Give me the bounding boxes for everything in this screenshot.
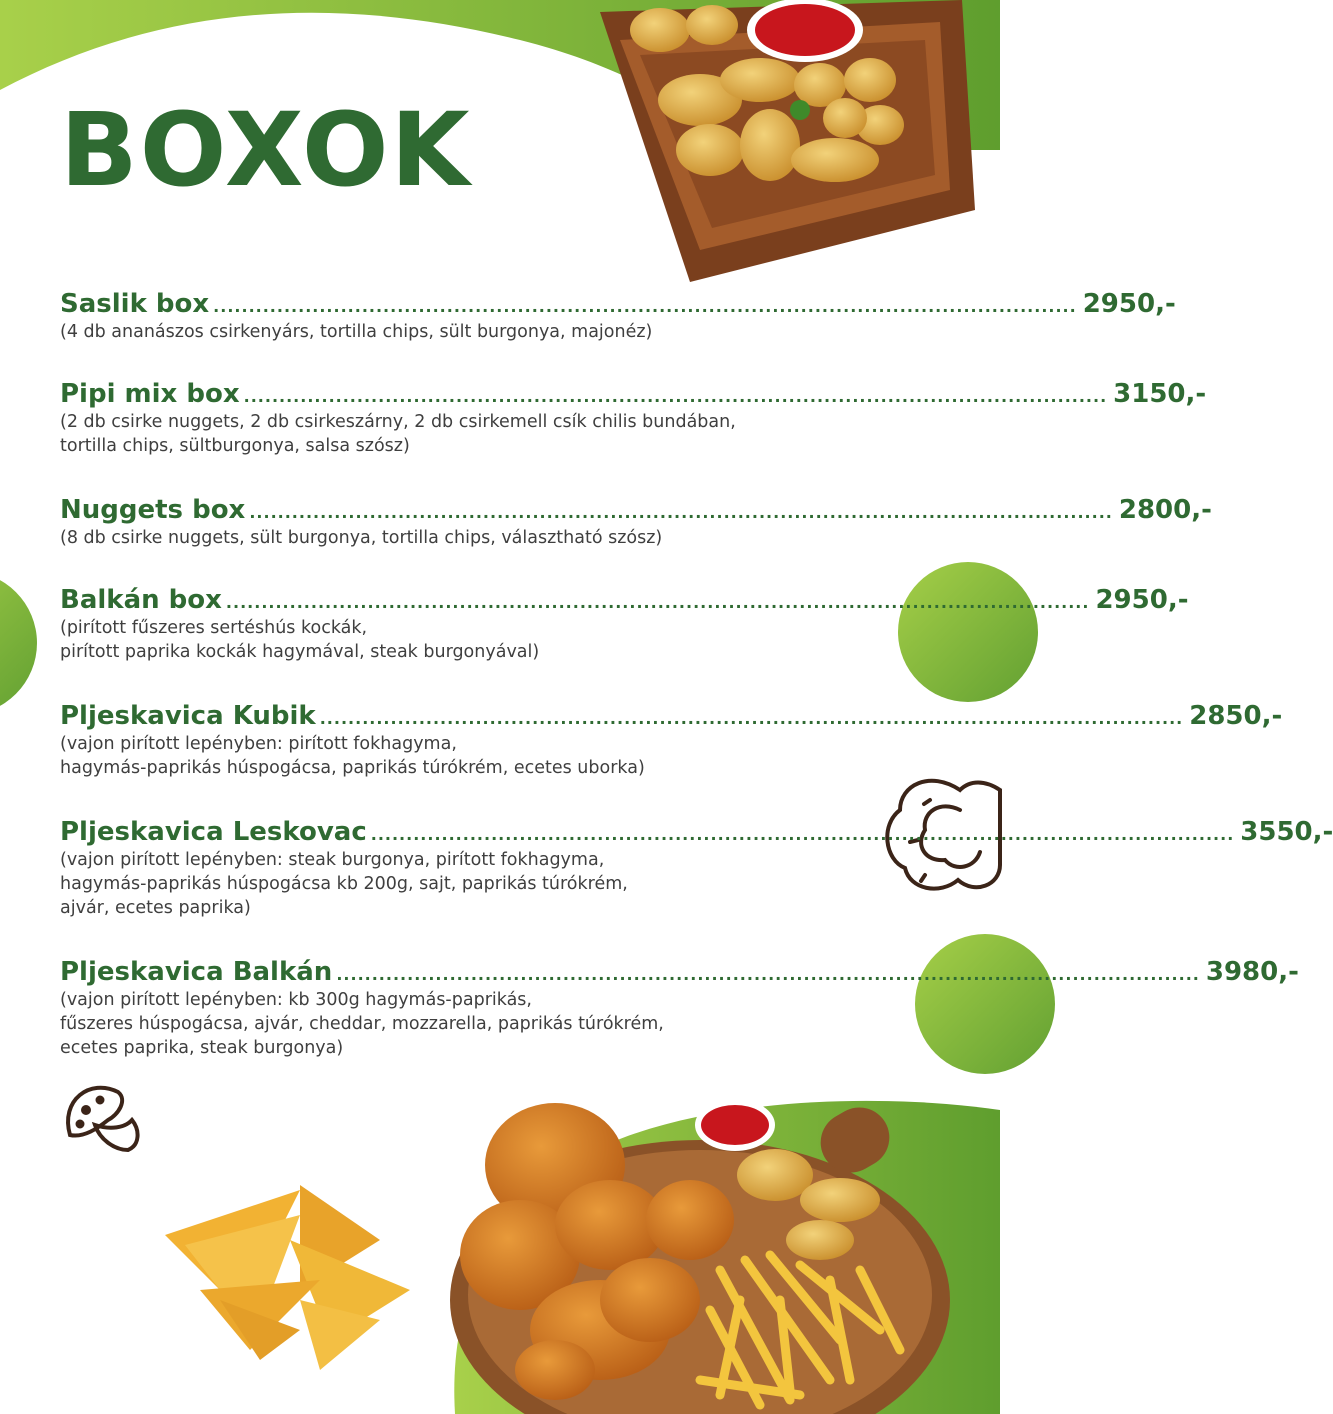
item-description: (vajon pirított lepényben: steak burgonya, pirított fokhagyma, hagymás-paprikás húspogácsa kb 200g, sajt, paprikás túrókrém, ajvár, ecetes paprika) xyxy=(60,850,628,918)
menu-item xyxy=(60,378,1207,458)
item-name: Nuggets box xyxy=(60,495,246,525)
tortilla-chips-image xyxy=(165,1185,410,1370)
item-description: (pirított fűszeres sertéshús kockák, pirított paprika kockák hagymával, steak burgonyával) xyxy=(60,618,540,662)
page-title: BOXOK xyxy=(60,91,472,210)
item-description: (vajon pirított lepényben: pirított fokhagyma, hagymás-paprikás húspogácsa, paprikás túrókrém, ecetes uborka) xyxy=(60,734,645,778)
item-price: 2950,- xyxy=(1082,289,1176,319)
item-price: 3980,- xyxy=(1205,957,1299,987)
left-green-circle xyxy=(0,571,37,715)
item-name: Balkán box xyxy=(60,585,222,615)
item-description: (2 db csirke nuggets, 2 db csirkeszárny, 2 db csirkemell csík chilis bundában, tortilla chips, sültburgonya, salsa szósz) xyxy=(60,412,736,456)
menu-item xyxy=(60,816,1333,920)
item-description: (8 db csirke nuggets, sült burgonya, tortilla chips, választható szósz) xyxy=(60,528,663,548)
item-name: Pljeskavica Kubik xyxy=(60,701,316,731)
item-price: 3150,- xyxy=(1113,379,1207,409)
dot-leader: .......................................................................................................................... xyxy=(370,825,1235,844)
item-description: (vajon pirított lepényben: kb 300g hagymás-paprikás, fűszeres húspogácsa, ajvár, cheddar, mozzarella, paprikás túrókrém, ecetes paprika, steak burgonya) xyxy=(60,990,664,1058)
nuggets-tray-image xyxy=(600,0,975,282)
item-name: Pljeskavica Balkán xyxy=(60,957,333,987)
item-name: Saslik box xyxy=(60,289,210,319)
item-name: Pljeskavica Leskovac xyxy=(60,817,367,847)
dot-leader: .......................................................................................................................... xyxy=(249,503,1113,522)
menu-item xyxy=(60,494,1212,550)
mushroom-icon xyxy=(68,1088,138,1150)
dot-leader: .......................................................................................................................... xyxy=(319,709,1184,728)
fried-chicken-board-image xyxy=(450,1097,950,1414)
menu-item xyxy=(60,288,1176,344)
dot-leader: .......................................................................................................................... xyxy=(336,965,1200,984)
right-green-circle-upper xyxy=(898,562,1038,702)
right-green-circle-lower xyxy=(915,934,1055,1074)
menu-item xyxy=(60,584,1189,664)
item-price: 2950,- xyxy=(1095,585,1189,615)
dot-leader: .......................................................................................................................... xyxy=(225,593,1090,612)
item-price: 3550,- xyxy=(1240,817,1333,847)
item-price: 2800,- xyxy=(1118,495,1212,525)
dot-leader: .......................................................................................................................... xyxy=(213,297,1077,316)
item-description: (4 db ananászos csirkenyárs, tortilla chips, sült burgonya, majonéz) xyxy=(60,322,653,342)
item-name: Pipi mix box xyxy=(60,379,240,409)
menu-item xyxy=(60,700,1283,780)
item-price: 2850,- xyxy=(1189,701,1283,731)
menu-item xyxy=(60,956,1299,1060)
dot-leader: .......................................................................................................................... xyxy=(243,387,1108,406)
